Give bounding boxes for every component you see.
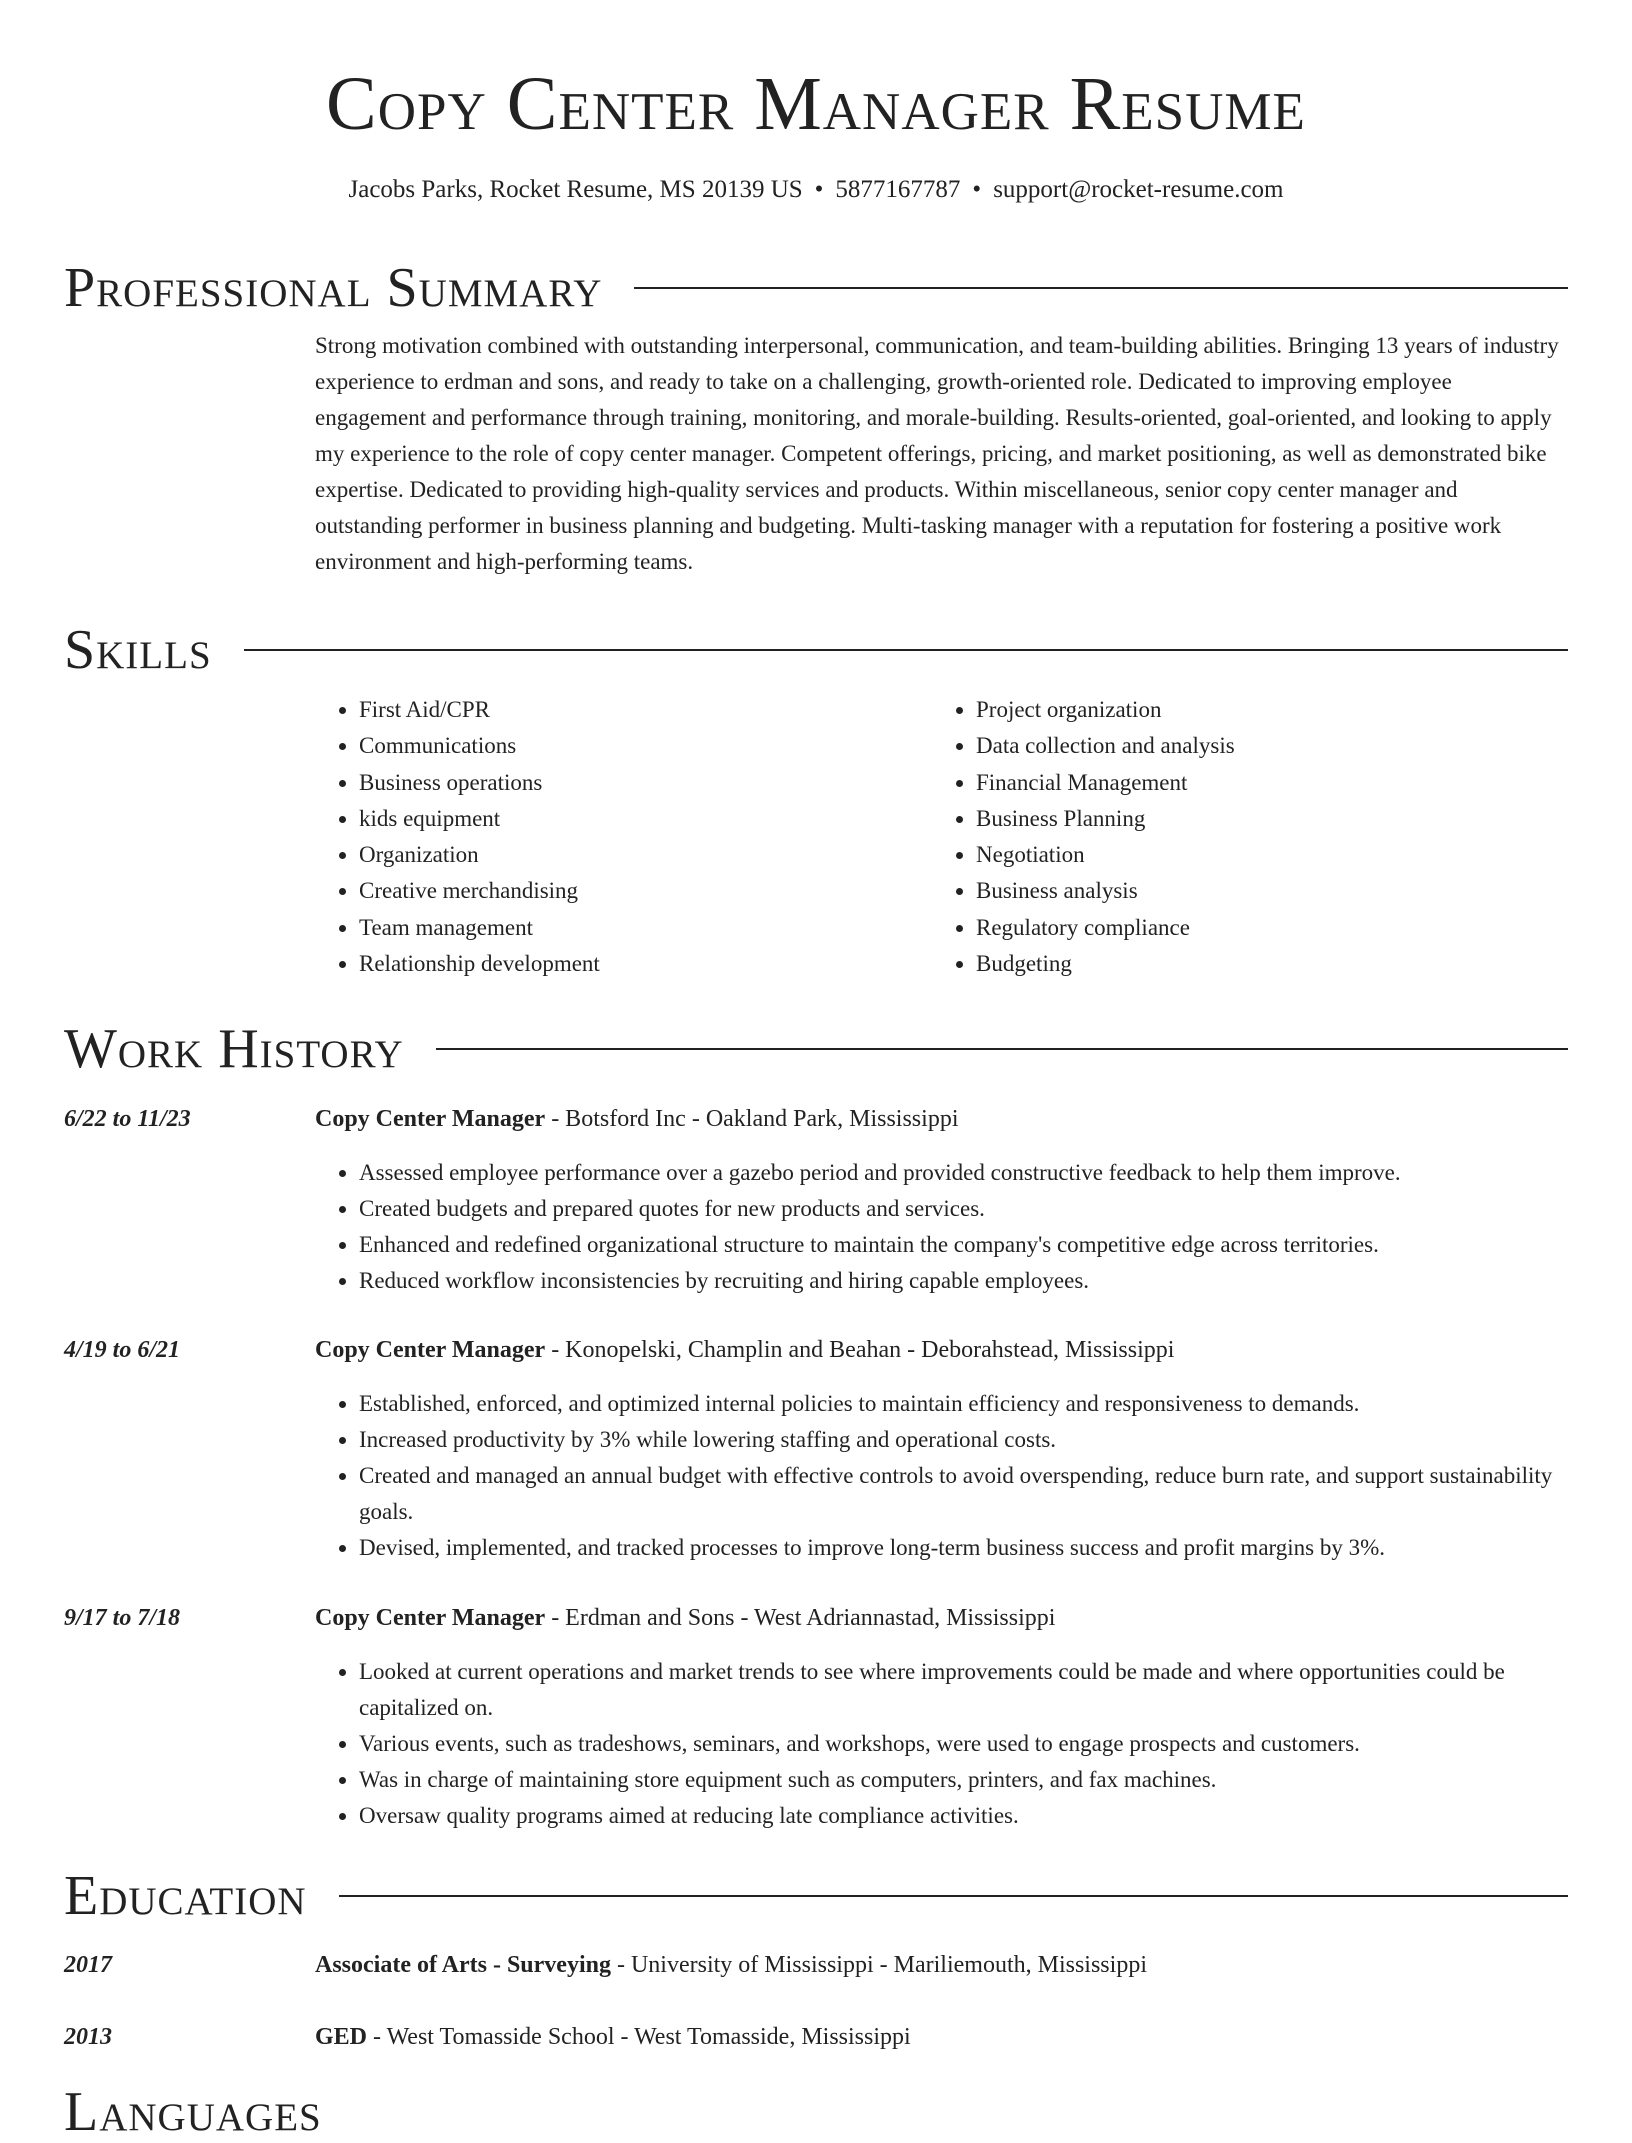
skill-item: • Business analysis <box>976 873 1549 909</box>
section-title: Languages <box>64 2081 322 2143</box>
list-item: • Various events, such as tradeshows, seminars, and workshops, were used to engage prospects and customers. <box>359 1726 1568 1762</box>
skill-item: • Business Planning <box>976 801 1549 837</box>
skills-section <box>64 620 1568 982</box>
list-item: • Created and managed an annual budget with effective controls to avoid overspending, reduce burn rate, and support sustainability goals. <box>359 1458 1568 1530</box>
job-dates: 9/17 to 7/18 <box>64 1605 181 1631</box>
skill-item: • Financial Management <box>976 765 1549 801</box>
section-title: Skills <box>64 619 212 681</box>
skills-list-right <box>932 692 1549 982</box>
section-divider <box>436 1048 1568 1050</box>
resume-title: Copy Center Manager Resume <box>326 62 1306 146</box>
skill-item: • Organization <box>359 837 932 873</box>
list-item: • Was in charge of maintaining store equipment such as computers, printers, and fax machines. <box>359 1762 1568 1798</box>
skill-item: • Negotiation <box>976 837 1549 873</box>
contact-separator: • <box>972 176 982 203</box>
section-divider <box>339 1895 1568 1897</box>
list-item: • Devised, implemented, and tracked processes to improve long-term business success and profit margins by 3%. <box>359 1530 1568 1566</box>
contact-email: support@rocket-resume.com <box>993 176 1284 203</box>
job-entry <box>64 1332 1568 1566</box>
list-item: • Increased productivity by 3% while lowering staffing and operational costs. <box>359 1422 1568 1458</box>
job-heading <box>315 1332 1568 1368</box>
skill-item: • Creative merchandising <box>359 873 932 909</box>
job-detail <box>315 1101 1568 1299</box>
job-detail <box>315 1600 1568 1834</box>
list-item: • Looked at current operations and market trends to see where improvements could be made and where opportunities could be capitalized on. <box>359 1654 1568 1726</box>
job-entry <box>64 1600 1568 1834</box>
list-item: • Assessed employee performance over a gazebo period and provided constructive feedback to help them improve. <box>359 1155 1568 1191</box>
job-company: - Konopelski, Champlin and Beahan - Deborahstead, Mississippi <box>545 1337 1175 1363</box>
section-header <box>64 258 1568 318</box>
contact-line <box>0 174 1632 206</box>
contact-address: Jacobs Parks, Rocket Resume, MS 20139 US <box>348 176 803 203</box>
section-divider <box>244 649 1568 651</box>
section-header <box>64 2082 1568 2142</box>
job-role: Copy Center Manager <box>315 1337 546 1363</box>
job-detail <box>315 1332 1568 1566</box>
languages-section <box>64 2082 1568 2142</box>
summary-section <box>64 258 1568 580</box>
summary-text: Strong motivation combined with outstanding interpersonal, communication, and team-building abilities. Bringing 13 years of industry experience to erdman and sons, and ready to take on a challenging, growth-oriented role. Dedicated to improving employee engagement and performance through training, monitoring, and morale-building. Results-oriented, goal-oriented, and looking to apply my experience to the role of copy center manager. Competent offerings, pricing, and market positioning, as well as demonstrated bike expertise. Dedicated to providing high-quality services and products. Within miscellaneous, senior copy center manager and outstanding performer in business planning and budgeting. Multi-tasking manager with a reputation for fostering a positive work environment and high-performing teams. <box>315 333 1559 574</box>
contact-phone: 5877167787 <box>835 176 961 203</box>
list-item: • Created budgets and prepared quotes for new products and services. <box>359 1191 1568 1227</box>
skill-item: • Data collection and analysis <box>976 728 1549 764</box>
list-item: • Established, enforced, and optimized internal policies to maintain efficiency and responsiveness to demands. <box>359 1386 1568 1422</box>
skill-item: • First Aid/CPR <box>359 692 932 728</box>
job-company: - Botsford Inc - Oakland Park, Mississippi <box>545 1106 959 1132</box>
skill-item: • Communications <box>359 728 932 764</box>
education-section <box>64 1866 1568 1926</box>
education-year: 2017 <box>64 1952 112 1978</box>
skills-list-left <box>315 692 932 982</box>
list-item: • Oversaw quality programs aimed at reducing late compliance activities. <box>359 1798 1568 1834</box>
education-degree: GED <box>315 2024 368 2050</box>
section-header <box>64 1019 1568 1079</box>
education-entry <box>64 2019 1568 2055</box>
skill-item: • kids equipment <box>359 801 932 837</box>
job-entry <box>64 1101 1568 1299</box>
list-item: • Enhanced and redefined organizational structure to maintain the company's competitive edge across territories. <box>359 1227 1568 1263</box>
job-heading <box>315 1600 1568 1636</box>
section-title: Professional Summary <box>64 257 603 319</box>
job-dates: 4/19 to 6/21 <box>64 1337 181 1363</box>
job-bullets <box>315 1155 1568 1299</box>
skill-item: • Project organization <box>976 692 1549 728</box>
skill-item: • Budgeting <box>976 946 1549 982</box>
job-role: Copy Center Manager <box>315 1106 546 1132</box>
skills-columns <box>315 692 1568 982</box>
skill-item: • Team management <box>359 910 932 946</box>
job-heading <box>315 1101 1568 1137</box>
education-entry <box>64 1947 1568 1983</box>
job-dates: 6/22 to 11/23 <box>64 1106 191 1132</box>
education-degree: Associate of Arts - Surveying <box>315 1952 611 1978</box>
skill-item: • Regulatory compliance <box>976 910 1549 946</box>
education-detail <box>315 2019 1568 2055</box>
job-bullets <box>315 1654 1568 1834</box>
job-company: - Erdman and Sons - West Adriannastad, Mississippi <box>545 1605 1056 1631</box>
section-divider <box>634 287 1568 289</box>
skill-item: • Relationship development <box>359 946 932 982</box>
section-title: Education <box>64 1865 307 1927</box>
education-school: - West Tomasside School - West Tomasside, Mississippi <box>367 2024 911 2050</box>
education-detail <box>315 1947 1568 1983</box>
education-year: 2013 <box>64 2024 112 2050</box>
list-item: • Reduced workflow inconsistencies by recruiting and hiring capable employees. <box>359 1263 1568 1299</box>
skill-item: • Business operations <box>359 765 932 801</box>
job-bullets <box>315 1386 1568 1566</box>
job-role: Copy Center Manager <box>315 1605 546 1631</box>
section-header <box>64 1866 1568 1926</box>
education-school: - University of Mississippi - Mariliemouth, Mississippi <box>610 1952 1147 1978</box>
section-header <box>64 620 1568 680</box>
contact-separator: • <box>814 176 824 203</box>
section-title: Work History <box>64 1018 404 1080</box>
work-history-section <box>64 1019 1568 1079</box>
